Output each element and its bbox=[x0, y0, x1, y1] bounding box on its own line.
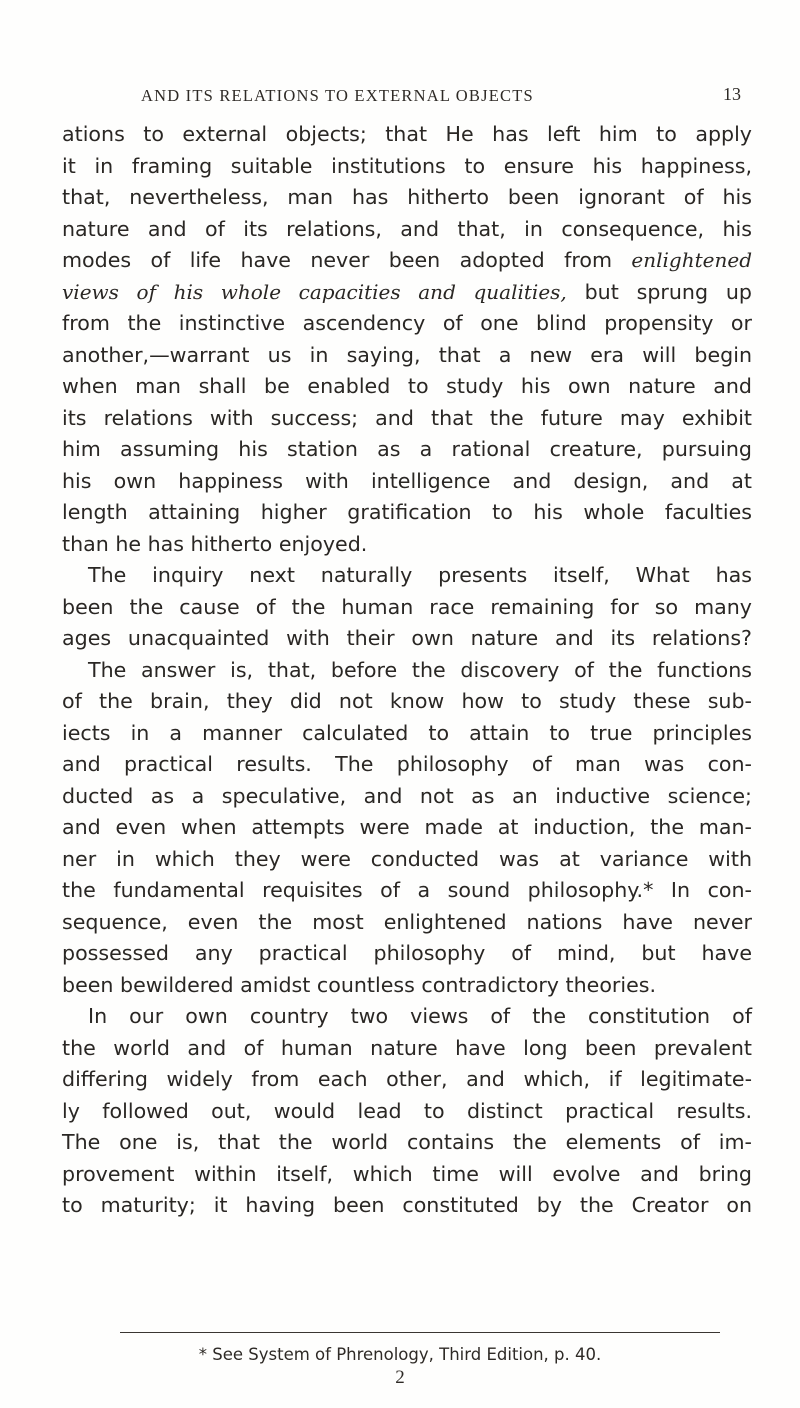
text-line: length attaining higher gratification to his whole faculties bbox=[62, 500, 752, 524]
signature-mark: 2 bbox=[395, 1367, 405, 1388]
text-line: differing widely from each other, and which, if legitimate- bbox=[62, 1067, 752, 1091]
text-line: modes of life have never been adopted from enlightened bbox=[62, 248, 752, 272]
text-line: and even when attempts were made at induction, the man- bbox=[62, 815, 752, 839]
text-line: its relations with success; and that the future may exhibit bbox=[62, 405, 752, 430]
footnote: * See System of Phrenology, Third Edition, p. 40. bbox=[198, 1345, 602, 1364]
text-line: The inquiry next naturally presents itself, What has bbox=[88, 563, 752, 587]
text-line: ly followed out, would lead to distinct practical results. bbox=[62, 1098, 752, 1123]
running-header: AND ITS RELATIONS TO EXTERNAL OBJECTS bbox=[141, 86, 534, 105]
text-line: In our own country two views of the constitution of bbox=[88, 1004, 752, 1028]
text-line: ducted as a speculative, and not as an inductive science; bbox=[62, 783, 752, 808]
text-line: than he has hitherto enjoyed. bbox=[62, 531, 368, 556]
text-line: ner in which they were conducted was at variance with bbox=[62, 846, 752, 871]
text-line: and practical results. The philosophy of man was con- bbox=[62, 752, 752, 776]
text-line: his own happiness with intelligence and design, and at bbox=[62, 468, 752, 493]
text-line: the fundamental requisites of a sound philosophy.* In con- bbox=[62, 878, 752, 902]
body-text bbox=[62, 119, 752, 1222]
italic-phrase: views of his whole capacities and qualities, bbox=[62, 279, 567, 304]
text-line: The answer is, that, before the discovery of the functions bbox=[88, 657, 752, 682]
text-line: provement within itself, which time will evolve and bring bbox=[62, 1161, 752, 1186]
text-line: it in framing suitable institutions to ensure his happiness, bbox=[62, 153, 752, 178]
footnote-divider bbox=[120, 1332, 720, 1333]
text-line: him assuming his station as a rational creature, pursuing bbox=[62, 437, 752, 461]
text-line: ations to external objects; that He has left him to apply bbox=[62, 122, 752, 146]
text-line: another,—warrant us in saying, that a new era will begin bbox=[62, 342, 752, 367]
text-line: of the brain, they did not know how to study these sub- bbox=[62, 689, 752, 713]
text-line: from the instinctive ascendency of one blind propensity or bbox=[62, 311, 752, 335]
text-line: views of his whole capacities and qualities, but sprung up bbox=[62, 279, 752, 304]
text-line: iects in a manner calculated to attain to true principles bbox=[62, 720, 752, 745]
text-line: The one is, that the world contains the elements of im- bbox=[62, 1130, 752, 1154]
italic-phrase: enlightened bbox=[631, 248, 752, 272]
text-line: been the cause of the human race remaining for so many bbox=[62, 594, 752, 619]
text-line: that, nevertheless, man has hitherto been ignorant of his bbox=[62, 185, 752, 209]
text-line: to maturity; it having been constituted by the Creator on bbox=[62, 1193, 752, 1217]
text-line: when man shall be enabled to study his own nature and bbox=[62, 374, 752, 398]
text-line: been bewildered amidst countless contradictory theories. bbox=[62, 972, 657, 997]
text-line: possessed any practical philosophy of mind, but have bbox=[62, 941, 752, 965]
page-number: 13 bbox=[723, 84, 741, 104]
text-line: nature and of its relations, and that, in consequence, his bbox=[62, 216, 752, 241]
text-line: sequence, even the most enlightened nations have never bbox=[62, 909, 752, 934]
text-line: ages unacquainted with their own nature and its relations? bbox=[62, 626, 752, 650]
text-line: the world and of human nature have long been prevalent bbox=[62, 1035, 752, 1060]
